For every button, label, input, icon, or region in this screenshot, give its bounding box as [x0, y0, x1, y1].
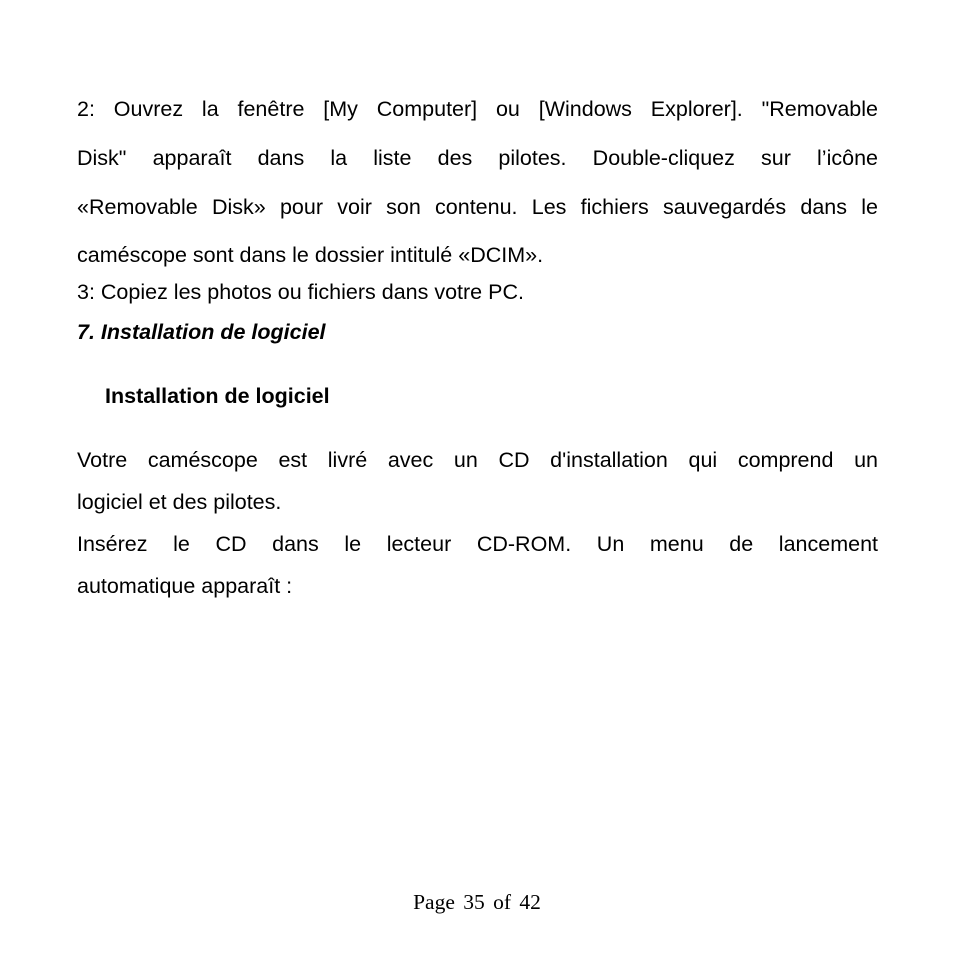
subsection-heading: Installation de logiciel — [105, 384, 330, 408]
section-heading: 7. Installation de logiciel — [77, 320, 326, 344]
insert-paragraph-line-1: Insérez le CD dans le lecteur CD-ROM. Un menu de lancement — [77, 532, 878, 556]
page-number-footer: Page 35 of 42 — [413, 890, 541, 914]
step2-line-2: Disk" apparaît dans la liste des pilotes. Double-cliquez sur l’icône — [77, 146, 878, 170]
step2-line-4: caméscope sont dans le dossier intitulé «DCIM». — [77, 243, 544, 267]
insert-paragraph-line-2: automatique apparaît : — [77, 574, 293, 598]
step2-line-3: «Removable Disk» pour voir son contenu. Les fichiers sauvegardés dans le — [77, 195, 878, 219]
cd-paragraph-line-2: logiciel et des pilotes. — [77, 490, 282, 514]
cd-paragraph-line-1: Votre caméscope est livré avec un CD d'installation qui comprend un — [77, 448, 878, 472]
step3-text: 3: Copiez les photos ou fichiers dans votre PC. — [77, 280, 524, 304]
step2-line-1: 2: Ouvrez la fenêtre [My Computer] ou [Windows Explorer]. "Removable — [77, 97, 878, 121]
